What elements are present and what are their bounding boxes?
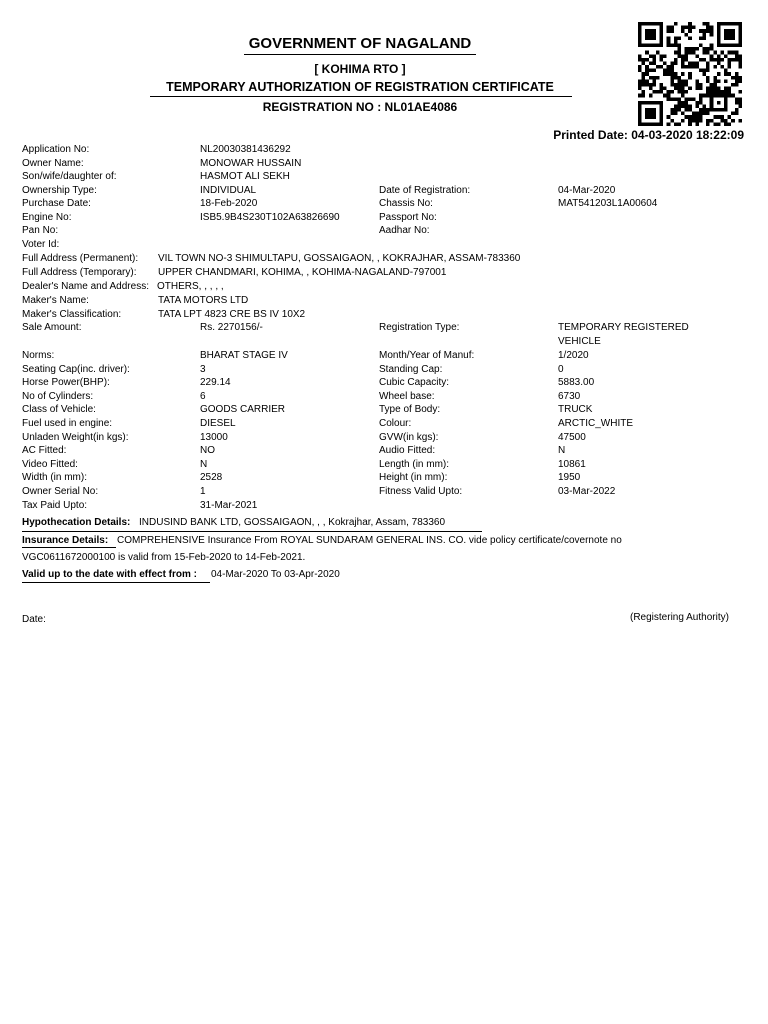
spec-label: Wheel base: <box>379 390 435 402</box>
spec-label: Owner Serial No: <box>22 486 99 497</box>
insurance-validity: VGC0611672000100 is valid from 15-Feb-2020 to 14-Feb-2021. <box>22 552 306 563</box>
spec-label: Fitness Valid Upto: <box>379 486 463 497</box>
certificate-title: TEMPORARY AUTHORIZATION OF REGISTRATION CERTIFICATE <box>166 80 554 94</box>
aadhar-no-label: Aadhar No: <box>379 225 430 236</box>
application-no-label: Application No: <box>22 144 90 155</box>
spec-label: Standing Cap: <box>379 363 443 375</box>
spec-value: 2528 <box>200 472 223 484</box>
pan-no-label: Pan No: <box>22 225 59 236</box>
spec-value: 1950 <box>558 472 581 484</box>
spec-label: Seating Cap(inc. driver): <box>22 363 130 375</box>
spec-value: 31-Mar-2021 <box>200 499 258 511</box>
dealer-value: OTHERS, , , , , <box>157 281 224 292</box>
spec-label: Class of Vehicle: <box>22 404 96 416</box>
spec-value: DIESEL <box>200 418 236 429</box>
printed-date: Printed Date: 04-03-2020 18:22:09 <box>553 128 744 142</box>
certificate-title-underline <box>150 96 572 97</box>
spec-value: 3 <box>200 363 206 375</box>
temporary-address-label: Full Address (Temporary): <box>22 267 137 278</box>
spec-label: Audio Fitted: <box>379 445 436 457</box>
spec-label: Length (in mm): <box>379 458 450 470</box>
spec-label: Horse Power(BHP): <box>22 377 110 389</box>
spec-label: Type of Body: <box>379 404 441 416</box>
hypothecation-value: INDUSIND BANK LTD, GOSSAIGAON, , , Kokrajhar, Assam, 783360 <box>139 517 446 528</box>
spec-label: Cubic Capacity: <box>379 377 450 389</box>
spec-value: N <box>558 445 566 457</box>
date-of-registration-value: 04-Mar-2020 <box>558 184 616 196</box>
spec-label: Width (in mm): <box>22 472 87 484</box>
date-label: Date: <box>22 614 46 625</box>
permanent-address-value: VIL TOWN NO-3 SHIMULTAPU, GOSSAIGAON, , KOKRAJHAR, ASSAM-783360 <box>158 253 521 264</box>
purchase-date-value: 18-Feb-2020 <box>200 198 258 209</box>
owner-name-label: Owner Name: <box>22 157 84 169</box>
spec-value: 6 <box>200 390 206 402</box>
insurance-label-underline <box>22 547 116 548</box>
spec-value: 6730 <box>558 390 581 402</box>
engine-no-value: ISB5.9B4S230T102A63826690 <box>200 211 340 223</box>
sale-amount-value: Rs. 2270156/- <box>200 322 263 333</box>
insurance-label: Insurance Details: <box>22 535 109 546</box>
relation-label: Son/wife/daughter of: <box>22 171 117 182</box>
spec-label: Tax Paid Upto: <box>22 499 88 511</box>
maker-classification-label: Maker's Classification: <box>22 309 122 320</box>
registration-number: REGISTRATION NO : NL01AE4086 <box>262 100 458 114</box>
maker-classification-value: TATA LPT 4823 CRE BS IV 10X2 <box>158 309 306 320</box>
sale-amount-label: Sale Amount: <box>22 322 82 333</box>
registration-type-label: Registration Type: <box>379 322 460 333</box>
spec-label: No of Cylinders: <box>22 390 94 402</box>
temporary-address-value: UPPER CHANDMARI, KOHIMA, , KOHIMA-NAGALAND-797001 <box>158 267 447 278</box>
document-title: GOVERNMENT OF NAGALAND <box>248 35 472 52</box>
rto-name: [ KOHIMA RTO ] <box>314 62 406 76</box>
permanent-address-label: Full Address (Permanent): <box>22 253 139 264</box>
validity-label: Valid up to the date with effect from : <box>22 569 198 580</box>
spec-value: BHARAT STAGE IV <box>200 350 288 361</box>
date-of-registration-label: Date of Registration: <box>379 184 471 196</box>
title-underline <box>244 54 476 55</box>
spec-value: 0 <box>558 363 564 375</box>
spec-value: 10861 <box>558 458 586 470</box>
ownership-type-label: Ownership Type: <box>22 184 97 196</box>
spec-label: Unladen Weight(in kgs): <box>22 431 129 443</box>
chassis-no-value: MAT541203L1A00604 <box>558 198 658 209</box>
qr-code-icon <box>636 22 744 126</box>
hypothecation-label: Hypothecation Details: <box>22 517 131 528</box>
spec-value: ARCTIC_WHITE <box>558 418 633 429</box>
spec-label: GVW(in kgs): <box>379 431 439 443</box>
spec-value: 229.14 <box>200 377 231 389</box>
insurance-value: COMPREHENSIVE Insurance From ROYAL SUNDARAM GENERAL INS. CO. vide policy certificate/covernote no <box>117 535 622 546</box>
dealer-label: Dealer's Name and Address: <box>22 281 149 292</box>
spec-label: Fuel used in engine: <box>22 418 113 429</box>
registration-type-value: TEMPORARY REGISTERED <box>558 322 689 333</box>
spec-label: Video Fitted: <box>22 458 78 470</box>
spec-value: 1 <box>200 486 206 497</box>
ownership-type-value: INDIVIDUAL <box>200 184 257 196</box>
validity-label-underline <box>22 582 210 583</box>
spec-label: AC Fitted: <box>22 445 67 457</box>
spec-label: Colour: <box>379 418 412 429</box>
passport-no-label: Passport No: <box>379 211 437 223</box>
spec-value: 13000 <box>200 431 228 443</box>
chassis-no-label: Chassis No: <box>379 198 433 209</box>
registering-authority: (Registering Authority) <box>630 612 729 623</box>
application-no-value: NL20030381436292 <box>200 144 291 155</box>
validity-value: 04-Mar-2020 To 03-Apr-2020 <box>211 569 340 580</box>
spec-value: NO <box>200 445 215 457</box>
relation-value: HASMOT ALI SEKH <box>200 171 290 182</box>
spec-value: TRUCK <box>558 404 593 416</box>
spec-label: Month/Year of Manuf: <box>379 350 475 361</box>
engine-no-label: Engine No: <box>22 211 72 223</box>
section-divider <box>22 531 482 532</box>
spec-value: 47500 <box>558 431 586 443</box>
spec-value: 1/2020 <box>558 350 589 361</box>
owner-name-value: MONOWAR HUSSAIN <box>200 157 302 169</box>
spec-label: Norms: <box>22 350 55 361</box>
maker-name-value: TATA MOTORS LTD <box>158 295 249 306</box>
spec-value: N <box>200 458 208 470</box>
spec-value: 5883.00 <box>558 377 595 389</box>
voter-id-label: Voter Id: <box>22 238 60 250</box>
spec-label: Height (in mm): <box>379 472 448 484</box>
registration-type-value-cont: VEHICLE <box>558 336 601 347</box>
spec-value: GOODS CARRIER <box>200 404 286 416</box>
purchase-date-label: Purchase Date: <box>22 198 91 209</box>
maker-name-label: Maker's Name: <box>22 295 89 306</box>
spec-value: 03-Mar-2022 <box>558 486 616 497</box>
